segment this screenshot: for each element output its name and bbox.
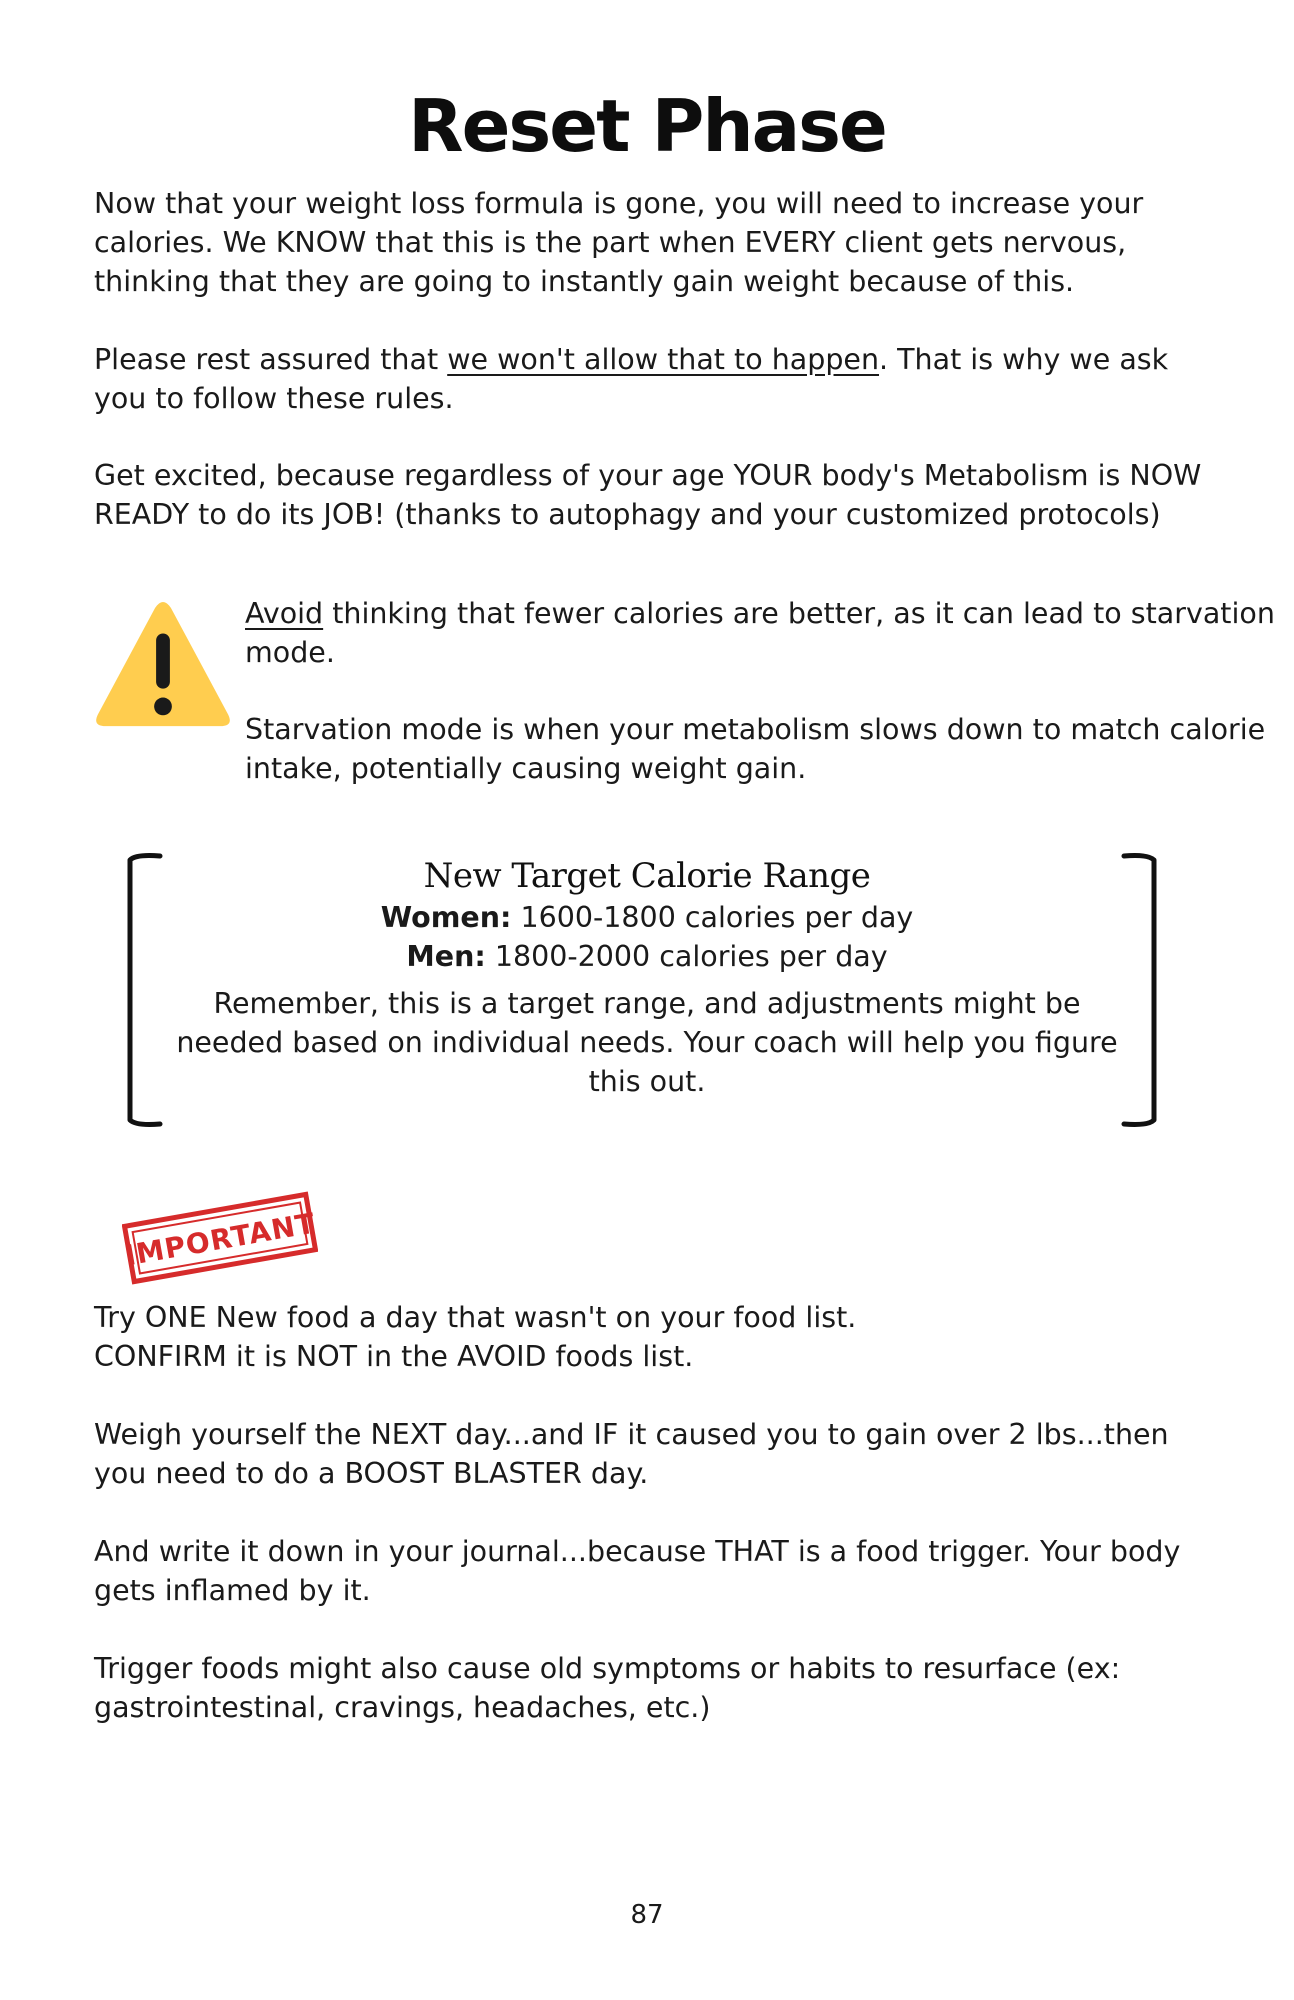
page-title: Reset Phase (408, 84, 886, 168)
rule-paragraph-1b: CONFIRM it is NOT in the AVOID foods list. (94, 1340, 694, 1373)
men-calorie-line (0, 937, 1294, 976)
calorie-range-heading: New Target Calorie Range (423, 856, 871, 896)
warning-text-1 (245, 594, 1285, 672)
women-value: 1600-1800 calories per day (511, 901, 914, 934)
intro-paragraph-3: Get excited, because regardless of your age YOUR body's Metabolism is NOW READY to do its JOB! (thanks to autophagy and your customized protocols) (94, 459, 1202, 531)
rule-paragraph-4: Trigger foods might also cause old symptoms or habits to resurface (ex: gastrointestinal, cravings, headaches, etc.) (94, 1652, 1121, 1724)
intro-p2-start: Please rest assured that (94, 343, 448, 376)
stamp-text: IMPORTANT (122, 1206, 318, 1273)
warning-text-2: Starvation mode is when your metabolism slows down to match calorie intake, potentially causing weight gain. (245, 713, 1266, 785)
calorie-range-note: Remember, this is a target range, and adjustments might be needed based on individual needs. Your coach will help you figure this out. (176, 987, 1118, 1098)
rule-paragraph-2: Weigh yourself the NEXT day...and IF it caused you to gain over 2 lbs...then you need to do a BOOST BLASTER day. (94, 1418, 1169, 1490)
avoid-underlined: Avoid (245, 597, 324, 630)
men-label: Men: (406, 940, 486, 973)
reassurance-underlined: we won't allow that to happen (447, 343, 880, 376)
intro-p2-end: . That is why we ask you to follow these rules. (94, 343, 1169, 415)
women-calorie-line (0, 898, 1294, 937)
men-value: 1800-2000 calories per day (485, 940, 888, 973)
warning-triangle-icon (94, 598, 232, 736)
rule-paragraph-3: And write it down in your journal...because THAT is a food trigger. Your body gets inflamed by it. (94, 1535, 1181, 1607)
women-label: Women: (380, 901, 512, 934)
intro-paragraph-2 (94, 340, 1214, 418)
page-number: 87 (630, 1900, 664, 1930)
important-stamp-icon (122, 1188, 318, 1288)
rule-paragraph-1: Try ONE New food a day that wasn't on your food list. (94, 1301, 857, 1334)
warning-text-1-rest: thinking that fewer calories are better, as it can lead to starvation mode. (245, 597, 1275, 669)
intro-paragraph-1: Now that your weight loss formula is gone, you will need to increase your calories. We KNOW that this is the part when EVERY client gets nervous, thinking that they are going to instantly gain weight because of this. (94, 187, 1144, 298)
